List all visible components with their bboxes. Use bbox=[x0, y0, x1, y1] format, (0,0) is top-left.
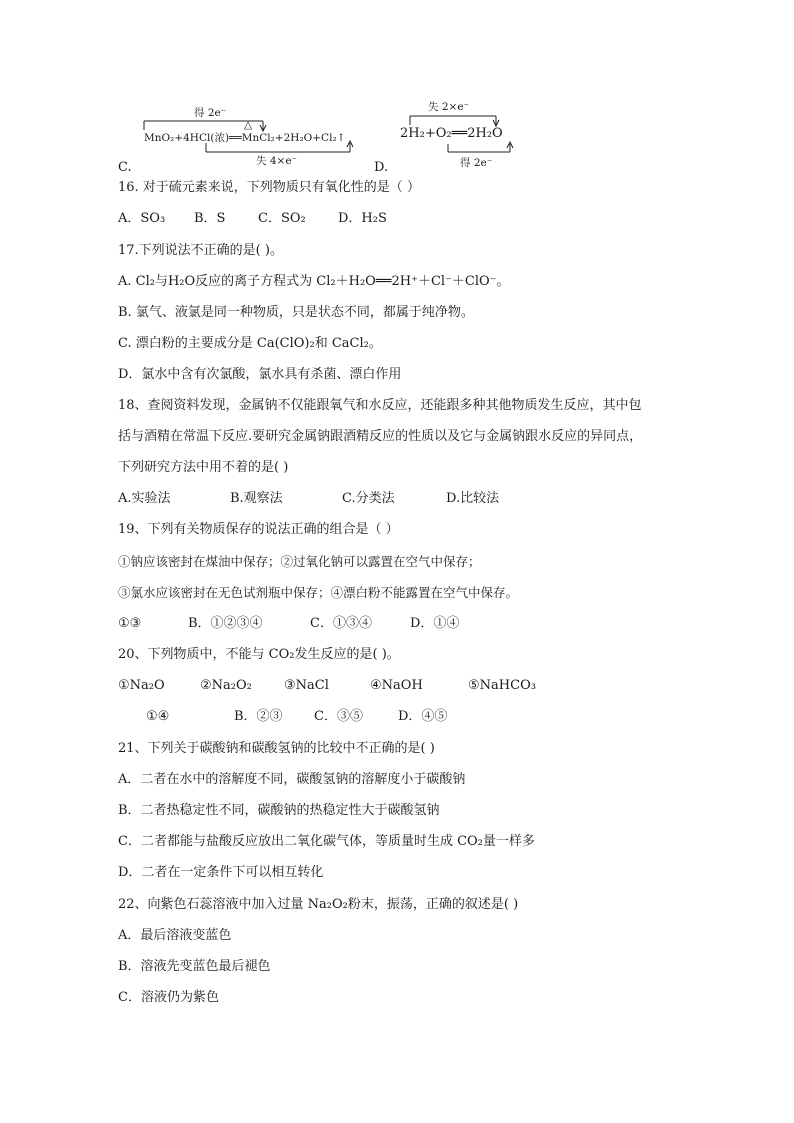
q21-option-d[interactable]: D．二者在一定条件下可以相互转化 bbox=[118, 865, 324, 880]
q18-option-b[interactable]: B.观察法 bbox=[230, 491, 283, 506]
heat-symbol: △ bbox=[244, 119, 253, 131]
q19-option-a[interactable]: ①③ bbox=[118, 616, 142, 631]
q16-option-d[interactable]: D．H₂S bbox=[338, 211, 387, 226]
q20-option-a[interactable]: ①④ bbox=[146, 709, 170, 724]
redox-diagram-c bbox=[118, 96, 388, 178]
q18-stem-line2: 括与酒精在常温下反应.要研究金属钠跟酒精反应的性质以及它与金属钠跟水反应的异同点， bbox=[118, 429, 643, 444]
q16-stem: 16. 对于硫元素来说，下列物质只有氧化性的是（ ） bbox=[118, 180, 420, 195]
q19-stem: 19、下列有关物质保存的说法正确的组合是（ ） bbox=[118, 522, 399, 537]
q17-option-b[interactable]: B. 氯气、液氯是同一种物质，只是状态不同，都属于纯净物。 bbox=[118, 305, 474, 320]
q22-option-c[interactable]: C．溶液仍为紫色 bbox=[118, 990, 219, 1005]
q22-option-a[interactable]: A．最后溶液变蓝色 bbox=[118, 928, 232, 943]
q19-option-b[interactable]: B．①②③④ bbox=[188, 616, 263, 631]
q21-option-c[interactable]: C．二者都能与盐酸反应放出二氧化碳气体，等质量时生成 CO₂量一样多 bbox=[118, 834, 535, 849]
q19-options bbox=[118, 615, 459, 633]
lose-electrons-label-d: 失 2×e⁻ bbox=[428, 101, 470, 113]
q19-statement-2: ③氯水应该密封在无色试剂瓶中保存；④漂白粉不能露置在空气中保存。 bbox=[118, 585, 519, 600]
q21-option-a[interactable]: A．二者在水中的溶解度不同，碳酸氢钠的溶解度小于碳酸钠 bbox=[118, 772, 466, 787]
q20-option-b[interactable]: B．②③ bbox=[234, 709, 283, 724]
q19-option-d[interactable]: D．①④ bbox=[410, 616, 460, 631]
q19-option-c[interactable]: C．①③④ bbox=[310, 616, 372, 631]
q21-stem: 21、下列关于碳酸钠和碳酸氢钠的比较中不正确的是( ) bbox=[118, 741, 435, 756]
q20-option-c[interactable]: C．③⑤ bbox=[314, 709, 363, 724]
q17-option-c[interactable]: C. 漂白粉的主要成分是 Ca(ClO)₂和 CaCl₂。 bbox=[118, 336, 382, 351]
q18-option-c[interactable]: C.分类法 bbox=[342, 491, 395, 506]
q20-items bbox=[118, 677, 536, 695]
q20-option-d[interactable]: D．④⑤ bbox=[398, 709, 448, 724]
q16-options bbox=[118, 210, 387, 228]
redox-diagram-d bbox=[374, 96, 534, 178]
redox-equation-d: 2H₂+O₂══2H₂O bbox=[400, 126, 503, 141]
gain-electrons-label: 得 2e⁻ bbox=[194, 107, 227, 119]
q19-statement-1: ①钠应该密封在煤油中保存；②过氧化钠可以露置在空气中保存； bbox=[118, 554, 481, 569]
q22-option-b[interactable]: B．溶液先变蓝色最后褪色 bbox=[118, 959, 271, 974]
option-d-label: D. bbox=[374, 160, 389, 175]
q16-option-b[interactable]: B．S bbox=[194, 211, 226, 226]
option-c-label: C. bbox=[118, 160, 132, 175]
q22-stem: 22、向紫色石蕊溶液中加入过量 Na₂O₂粉末，振荡，正确的叙述是( ) bbox=[118, 897, 519, 912]
q16-option-a[interactable]: A．SO₃ bbox=[118, 211, 166, 226]
gain-electrons-label-d: 得 2e⁻ bbox=[460, 157, 493, 169]
q20-item-1: ①Na₂O bbox=[118, 678, 165, 693]
q20-options bbox=[146, 708, 447, 726]
q20-item-3: ③NaCl bbox=[284, 678, 329, 693]
q20-item-4: ④NaOH bbox=[370, 678, 423, 693]
q17-stem: 17.下列说法不正确的是( )。 bbox=[118, 243, 283, 258]
q20-item-5: ⑤NaHCO₃ bbox=[468, 678, 536, 693]
q21-option-b[interactable]: B．二者热稳定性不同，碳酸钠的热稳定性大于碳酸氢钠 bbox=[118, 803, 440, 818]
q18-options bbox=[118, 490, 499, 508]
q16-option-c[interactable]: C．SO₂ bbox=[258, 211, 306, 226]
q18-option-d[interactable]: D.比较法 bbox=[446, 491, 500, 506]
redox-equation-c: MnO₂+4HCl(浓)══MnCl₂+2H₂O+Cl₂↑ bbox=[144, 132, 346, 144]
q18-stem-line3: 下列研究方法中用不着的是( ) bbox=[118, 460, 289, 475]
q18-stem-line1: 18、查阅资料发现，金属钠不仅能跟氧气和水反应，还能跟多种其他物质发生反应，其中包 bbox=[118, 398, 642, 413]
q18-option-a[interactable]: A.实验法 bbox=[118, 491, 171, 506]
q17-option-a[interactable]: A. Cl₂与H₂O反应的离子方程式为 Cl₂＋H₂O══2H⁺＋Cl⁻＋ClO⁻。 bbox=[118, 274, 510, 289]
lose-electrons-label: 失 4×e⁻ bbox=[256, 155, 298, 167]
q20-item-2: ②Na₂O₂ bbox=[200, 678, 252, 693]
q17-option-d[interactable]: D．氯水中含有次氯酸，氯水具有杀菌、漂白作用 bbox=[118, 367, 402, 382]
q20-stem: 20、下列物质中，不能与 CO₂发生反应的是( )。 bbox=[118, 647, 400, 662]
